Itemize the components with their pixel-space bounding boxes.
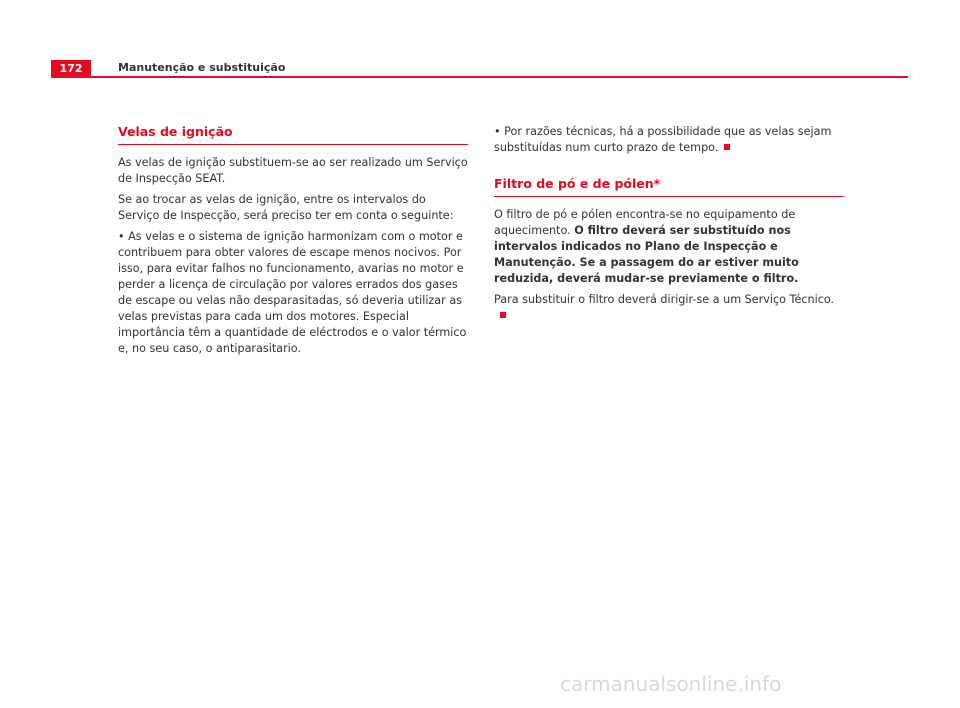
paragraph: Se ao trocar as velas de ignição, entre os intervalos do Serviço de Inspecção, será preciso ter em conta o seguinte: (118, 193, 454, 222)
end-mark-icon (500, 312, 506, 318)
header-rule (51, 76, 908, 78)
paragraph-text: • Por razões técnicas, há a possibilidade que as velas sejam substituídas num curto prazo de tempo. (494, 125, 832, 154)
watermark: carmanualsonline.info (560, 672, 782, 696)
right-column (494, 124, 844, 329)
paragraph (494, 207, 844, 287)
paragraph: As velas de ignição substituem-se ao ser realizado um Serviço de Inspecção SEAT. (118, 156, 468, 185)
chapter-title: Manutenção e substituição (118, 61, 286, 74)
page-number: 172 (51, 60, 91, 77)
paragraph-text: O filtro de pó e pólen encontra-se no equipamento de aquecimento. (494, 208, 796, 237)
left-column (118, 124, 468, 362)
paragraph-text: Para substituir o filtro deverá dirigir-se a um Serviço Técnico. (494, 293, 835, 306)
paragraph (494, 292, 844, 324)
paragraph: • As velas e o sistema de ignição harmonizam com o motor e contribuem para obter valores de escape menos nocivos. Por isso, para evitar falhos no funcionamento, avarias no motor e perder a licença de circulação por valores errados dos gases de escape ou velas não desparasitadas, só deveria utilizar as velas previstas para cada um dos motores. Especial importância têm a quantidade de eléctrodos e o valor térmico e, no seu caso, o antiparasitario. (118, 230, 467, 355)
end-mark-icon (724, 144, 730, 150)
paragraph-bold-text: O filtro deverá ser substituído nos intervalos indicados no Plano de Inspecção e Manutenção. Se a passagem do ar estiver muito reduzida, deverá mudar-se previamente o filtro. (494, 224, 799, 285)
section-heading-pollen-filter: Filtro de pó e de pólen* (494, 176, 844, 197)
paragraph (494, 124, 844, 156)
section-heading-spark-plugs: Velas de ignição (118, 124, 468, 145)
